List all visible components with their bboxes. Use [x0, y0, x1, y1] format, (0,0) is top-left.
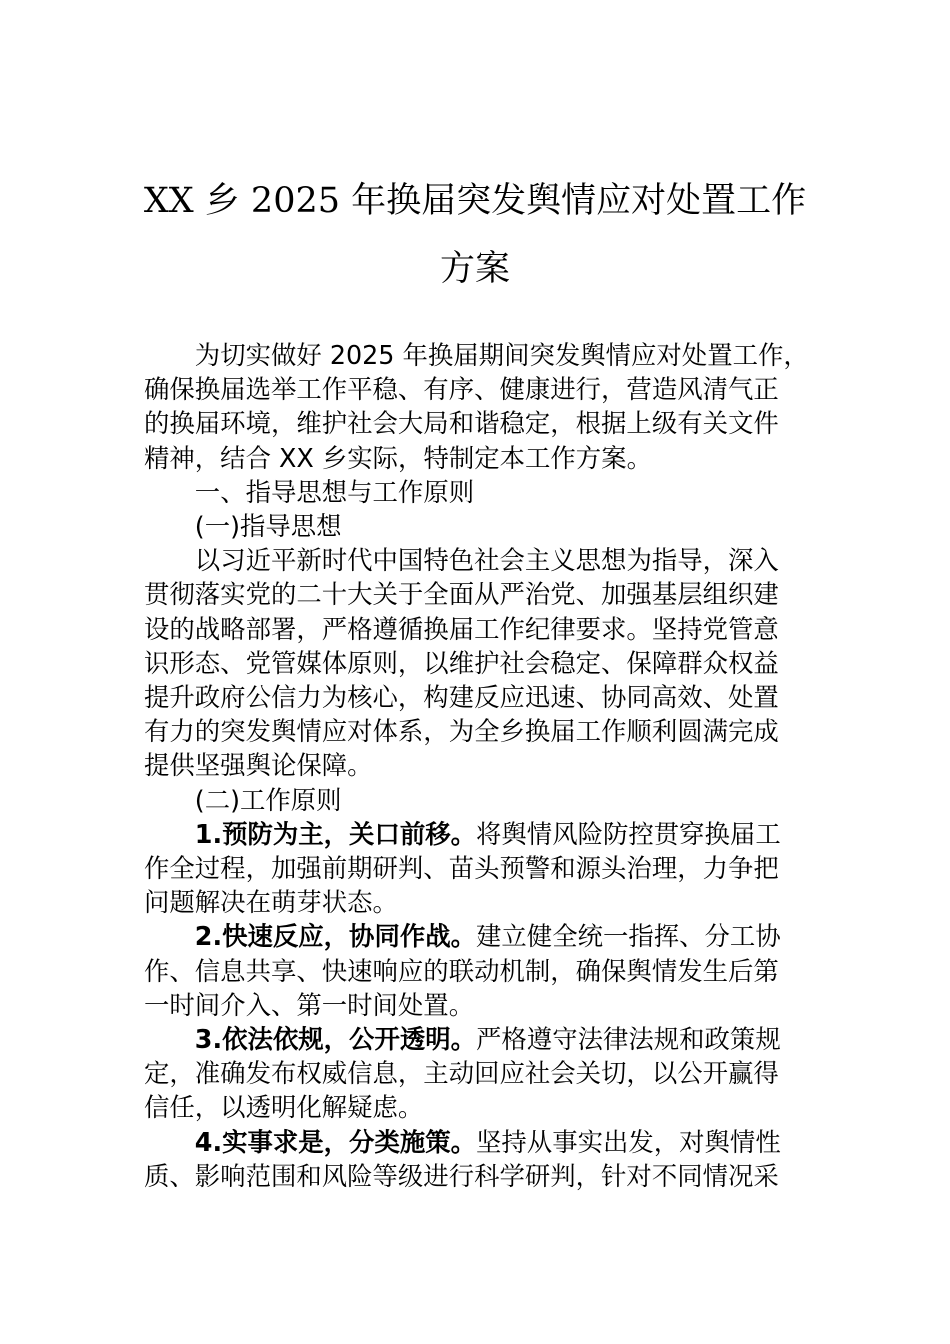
principle-title: 4.实事求是，分类施策。 [194, 1126, 477, 1157]
text-line: 提供坚强舆论保障。 [144, 750, 373, 781]
intro-paragraph [144, 338, 808, 475]
subsection-heading: (一)指导思想 [194, 511, 342, 542]
principle-title: 2.快速反应，协同作战。 [194, 921, 477, 952]
text-line: 提升政府公信力为核心，构建反应迅速、协同高效、处置 [144, 682, 779, 713]
text-line: 贯彻落实党的二十大关于全面从严治党、加强基层组织建 [144, 579, 779, 610]
section-heading: 一、指导思想与工作原则 [194, 476, 475, 507]
text-line: 信任，以透明化解疑虑。 [144, 1092, 424, 1123]
text-line: 质、影响范围和风险等级进行科学研判，针对不同情况采 [144, 1160, 779, 1191]
text-line: 为切实做好 2025 年换届期间突发舆情应对处置工作， [194, 340, 809, 370]
text-line [144, 817, 808, 851]
principle-item [144, 1022, 808, 1125]
title-line-1: XX 乡 2025 年换届突发舆情应对处置工作 [143, 181, 807, 221]
text-line: 精神，结合 XX 乡实际，特制定本工作方案。 [144, 442, 652, 473]
document-body [144, 338, 808, 1193]
text-line [144, 1022, 808, 1056]
text-line: 一时间介入、第一时间处置。 [144, 989, 475, 1020]
text-line [144, 919, 808, 953]
guiding-ideology-paragraph [144, 543, 808, 782]
text-line: 识形态、党管媒体原则，以维护社会稳定、保障群众权益 [144, 647, 779, 678]
text-line: 设的战略部署，严格遵循换届工作纪律要求。坚持党管意 [144, 613, 779, 644]
text-line: 确保换届选举工作平稳、有序、健康进行，营造风清气正 [144, 374, 779, 405]
principle-item [144, 817, 808, 920]
text-line: 作全过程，加强前期研判、苗头预警和源头治理，力争把 [144, 853, 779, 884]
text-line [144, 1125, 808, 1159]
text-line: 的换届环境，维护社会大局和谐稳定，根据上级有关文件 [144, 408, 779, 439]
document-title [140, 167, 810, 303]
principle-title: 1.预防为主，关口前移。 [194, 818, 477, 849]
title-line-2: 方案 [439, 249, 510, 289]
principle-text: 坚持从事实出发，对舆情性 [476, 1126, 781, 1157]
principle-item [144, 919, 808, 1022]
text-line: 定，准确发布权威信息，主动回应社会关切，以公开赢得 [144, 1058, 779, 1089]
principle-text: 严格遵守法律法规和政策规 [476, 1024, 781, 1055]
text-line: 问题解决在萌芽状态。 [144, 887, 398, 918]
principle-text: 将舆情风险防控贯穿换届工 [476, 818, 781, 849]
text-line: 有力的突发舆情应对体系，为全乡换届工作顺利圆满完成 [144, 716, 779, 747]
principle-item [144, 1125, 808, 1193]
text-line: 作、信息共享、快速响应的联动机制，确保舆情发生后第 [144, 955, 779, 986]
principle-title: 3.依法依规，公开透明。 [194, 1024, 477, 1055]
principle-text: 建立健全统一指挥、分工协 [476, 921, 781, 952]
text-line: 以习近平新时代中国特色社会主义思想为指导，深入 [194, 545, 779, 576]
subsection-heading: (二)工作原则 [194, 784, 342, 815]
